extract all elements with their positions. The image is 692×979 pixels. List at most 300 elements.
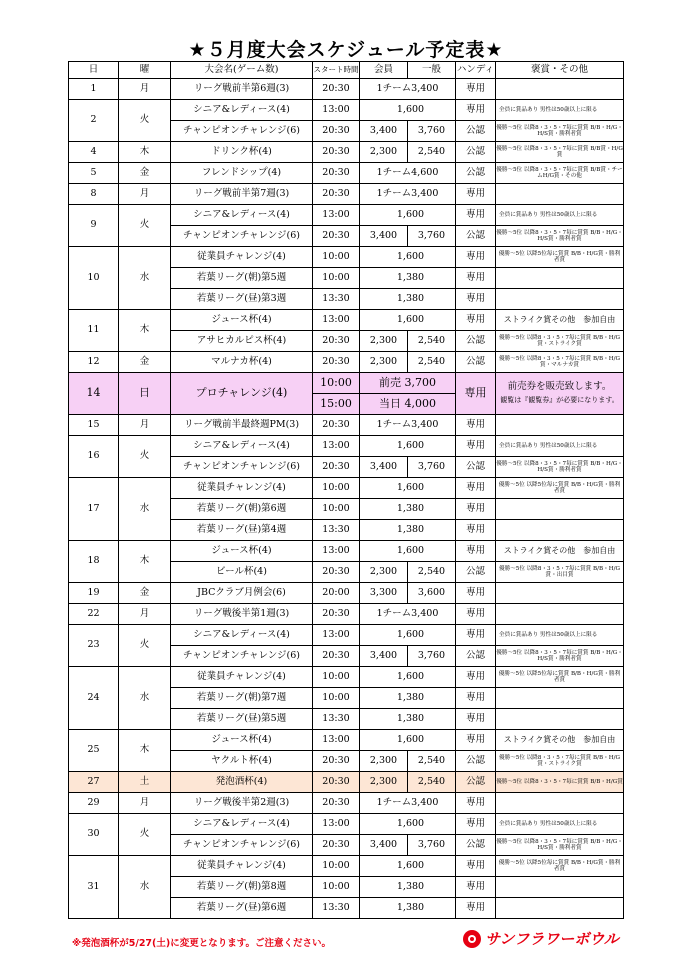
prize-cell [496,520,624,541]
start-time: 10:00 [313,856,360,877]
table-row [69,625,624,646]
weekday-cell: 木 [119,142,171,163]
event-name: 従業員チャレンジ(4) [171,667,313,688]
event-name: JBCクラブ月例会(6) [171,583,313,604]
weekday-cell: 金 [119,163,171,184]
handicap-cell: 専用 [456,667,496,688]
event-name: シニア&レディース(4) [171,100,313,121]
start-time: 10:00 [313,247,360,268]
start-time: 20:30 [313,121,360,142]
fee-cell: 当日 4,000 [360,394,456,415]
fee-value: 1,380 [396,691,425,703]
weekday-cell: 火 [119,625,171,667]
fee-cell [360,478,456,499]
fee-cell [360,730,456,751]
event-name: リーグ戦後半第1週(3) [171,604,313,625]
prize-cell: ストライク賞その他 参加自由 [496,730,624,751]
prize-cell: 優勝～5位 以降8・3・5・7毎に賞賞 B/B・H/G賞 [496,772,624,793]
weekday-cell: 水 [119,667,171,730]
fee-value: 1,380 [396,271,425,283]
prize-cell: 優勝～5位 以降8・3・5・7毎に賞賞 B/B・H/G・H/S賞・勝利者賞 [496,835,624,856]
general-fee: 3,760 [408,457,456,478]
prize-cell: 優勝～5位 以降8・3・5・7毎に賞賞 B/B・H/G賞・出目賞 [496,562,624,583]
day-cell: 31 [69,856,119,919]
fee-cell [360,793,456,814]
handicap-cell: 専用 [456,478,496,499]
table-row [69,583,624,604]
table-row [69,310,624,331]
fee-value: 1チーム3,400 [376,796,439,808]
day-cell: 9 [69,205,119,247]
start-time: 20:00 [313,583,360,604]
prize-cell: 全員に賞品あり 男性は50歳以上に限る [496,436,624,457]
schedule-table [68,61,624,919]
fee-value: 1,600 [396,250,425,262]
prize-cell [496,79,624,100]
prize-cell [496,499,624,520]
prize-cell: ストライク賞その他 参加自由 [496,541,624,562]
prize-cell [496,877,624,898]
start-time: 13:30 [313,520,360,541]
fee-value: 1,600 [396,439,425,451]
table-row [69,478,624,499]
prize-cell: 全員に賞品あり 男性は50歳以上に限る [496,100,624,121]
prize-cell: 優勝～5位 以降8・3・5・7毎に賞賞 B/B賞・チームH/G賞・その他 [496,163,624,184]
table-row [69,142,624,163]
start-time: 20:30 [313,793,360,814]
day-cell: 16 [69,436,119,478]
event-name: チャンピオンチャレンジ(6) [171,457,313,478]
handicap-cell: 公認 [456,751,496,772]
fee-value: 1チーム3,400 [376,607,439,619]
weekday-cell: 月 [119,415,171,436]
day-cell: 5 [69,163,119,184]
handicap-cell: 専用 [456,709,496,730]
handicap-cell: 専用 [456,310,496,331]
start-time: 20:30 [313,184,360,205]
fee-cell [360,625,456,646]
fee-cell [360,541,456,562]
start-time: 13:30 [313,709,360,730]
fee-value: 1,600 [396,103,425,115]
prize-cell: 優勝～5位 以降5位毎に賞賞 B/B・H/G賞・勝利者賞 [496,478,624,499]
weekday-cell: 水 [119,856,171,919]
table-row [69,436,624,457]
start-time: 20:30 [313,415,360,436]
general-fee: 3,600 [408,583,456,604]
fee-cell [360,415,456,436]
fee-cell [360,289,456,310]
fee-value: 1,600 [396,544,425,556]
table-row [69,730,624,751]
fee-value: 1,600 [396,733,425,745]
event-name: フレンドシップ(4) [171,163,313,184]
prize-line: 観覧は『観覧券』が必要になります。 [500,395,619,404]
header-prize: 褒賞・その他 [496,62,624,79]
event-name: チャンピオンチャレンジ(6) [171,646,313,667]
weekday-cell: 火 [119,100,171,142]
start-time: 13:00 [313,541,360,562]
prize-cell: 優勝～5位 以降8・3・5・7毎に賞賞 B/B・H/G賞・ストライク賞 [496,751,624,772]
event-name: 若葉リーグ(昼)第4週 [171,520,313,541]
handicap-cell: 公認 [456,331,496,352]
fee-cell [360,499,456,520]
start-time: 20:30 [313,226,360,247]
day-cell: 24 [69,667,119,730]
handicap-cell: 専用 [456,877,496,898]
day-cell: 18 [69,541,119,583]
prize-cell [496,688,624,709]
general-fee: 2,540 [408,562,456,583]
handicap-cell: 専用 [456,184,496,205]
prize-cell [496,898,624,919]
table-row [69,856,624,877]
start-time: 10:00 [313,268,360,289]
start-time: 10:00 [313,478,360,499]
general-fee: 2,540 [408,331,456,352]
weekday-cell: 月 [119,793,171,814]
header-day: 日 [69,62,119,79]
start-time: 20:30 [313,352,360,373]
handicap-cell: 公認 [456,121,496,142]
start-time: 20:30 [313,562,360,583]
prize-cell: 全員に賞品あり 男性は50歳以上に限る [496,625,624,646]
handicap-cell: 公認 [456,226,496,247]
event-name: マルナカ杯(4) [171,352,313,373]
day-cell: 2 [69,100,119,142]
fee-value: 1チーム3,400 [376,187,439,199]
fee-cell [360,604,456,625]
fee-value: 1チーム3,400 [376,418,439,430]
event-name: 従業員チャレンジ(4) [171,478,313,499]
table-row [69,373,624,394]
day-cell: 19 [69,583,119,604]
start-time: 10:00 [313,688,360,709]
fee-value: 1,600 [396,817,425,829]
event-name: チャンピオンチャレンジ(6) [171,121,313,142]
fee-cell [360,184,456,205]
table-row [69,205,624,226]
table-row [69,667,624,688]
handicap-cell: 公認 [456,163,496,184]
event-name: 発泡酒杯(4) [171,772,313,793]
event-name: ジュース杯(4) [171,310,313,331]
event-name: チャンピオンチャレンジ(6) [171,835,313,856]
fee-value: 1,380 [396,880,425,892]
fee-value: 1,380 [396,502,425,514]
table-row [69,163,624,184]
start-time: 20:30 [313,457,360,478]
event-name: アサヒカルピス杯(4) [171,331,313,352]
weekday-cell: 木 [119,730,171,772]
start-time: 10:00 [313,499,360,520]
fee-cell [360,247,456,268]
member-fee: 3,400 [360,646,408,667]
handicap-cell: 専用 [456,604,496,625]
general-fee: 2,540 [408,751,456,772]
member-fee: 2,300 [360,331,408,352]
day-cell: 12 [69,352,119,373]
prize-cell [496,583,624,604]
day-cell: 25 [69,730,119,772]
fee-cell [360,436,456,457]
general-fee: 2,540 [408,142,456,163]
start-time: 13:00 [313,205,360,226]
table-row [69,793,624,814]
handicap-cell: 公認 [456,142,496,163]
fee-cell [360,520,456,541]
weekday-cell: 木 [119,310,171,352]
header-start: スタート時間 [313,62,360,79]
weekday-cell: 水 [119,478,171,541]
prize-cell: 優勝～5位 以降8・3・5・7毎に賞賞 B/B・H/G賞・マルナカ賞 [496,352,624,373]
handicap-cell: 専用 [456,520,496,541]
header-row [69,62,624,79]
start-time: 13:00 [313,100,360,121]
table-row [69,100,624,121]
header-member: 会員 [360,62,408,79]
general-fee: 2,540 [408,352,456,373]
start-time: 20:30 [313,835,360,856]
header-weekday: 曜 [119,62,171,79]
start-time: 20:30 [313,79,360,100]
start-time: 13:00 [313,625,360,646]
start-time: 13:00 [313,814,360,835]
member-fee: 3,400 [360,835,408,856]
fee-cell [360,163,456,184]
sunflower-icon [462,929,482,949]
prize-cell [496,184,624,205]
prize-cell: 優勝～5位 以降5位毎に賞賞 B/B・H/G賞・勝利者賞 [496,856,624,877]
handicap-cell: 専用 [456,814,496,835]
fee-value: 1,600 [396,859,425,871]
weekday-cell: 火 [119,436,171,478]
day-cell: 30 [69,814,119,856]
fee-value: 1チーム3,400 [376,82,439,94]
start-time: 13:00 [313,436,360,457]
member-fee: 3,300 [360,583,408,604]
prize-cell: 優勝～5位 以降8・3・5・7毎に賞賞 B/B・H/G・H/S賞・勝利者賞 [496,226,624,247]
logo-text: サンフラワーボウル [485,930,619,948]
fee-cell [360,268,456,289]
fee-cell: 前売 3,700 [360,373,456,394]
day-cell: 15 [69,415,119,436]
member-fee: 2,300 [360,352,408,373]
handicap-cell: 専用 [456,415,496,436]
start-time: 10:00 [313,373,360,394]
prize-cell: 優勝～5位 以降8・3・5・7毎に賞賞 B/B・H/G・H/S賞・勝利者賞 [496,457,624,478]
handicap-cell: 公認 [456,562,496,583]
table-row [69,79,624,100]
prize-cell [496,604,624,625]
fee-cell [360,709,456,730]
event-name: シニア&レディース(4) [171,625,313,646]
fee-cell [360,79,456,100]
prize-cell [496,415,624,436]
table-row [69,247,624,268]
day-cell: 14 [69,373,119,415]
weekday-cell: 月 [119,184,171,205]
event-name: 従業員チャレンジ(4) [171,856,313,877]
handicap-cell: 専用 [456,100,496,121]
prize-cell [496,709,624,730]
general-fee: 3,760 [408,121,456,142]
handicap-cell: 公認 [456,835,496,856]
prize-cell: 優勝～5位 以降8・3・5・7毎に賞賞 B/B賞・H/G賞 [496,142,624,163]
day-cell: 23 [69,625,119,667]
handicap-cell: 専用 [456,898,496,919]
weekday-cell: 火 [119,205,171,247]
event-name: リーグ戦前半最終週PM(3) [171,415,313,436]
prize-cell [496,373,624,415]
event-name: チャンピオンチャレンジ(6) [171,226,313,247]
handicap-cell: 専用 [456,436,496,457]
footnote: ※発泡酒杯が5/27(土)に変更となります。ご注意ください。 [72,938,331,949]
fee-value: 1,600 [396,628,425,640]
member-fee: 2,300 [360,142,408,163]
weekday-cell: 金 [119,583,171,604]
weekday-cell: 月 [119,604,171,625]
prize-cell: 全員に賞品あり 男性は50歳以上に限る [496,205,624,226]
day-cell: 29 [69,793,119,814]
handicap-cell: 専用 [456,793,496,814]
day-cell: 10 [69,247,119,310]
start-time: 20:30 [313,163,360,184]
member-fee: 3,400 [360,226,408,247]
day-cell: 22 [69,604,119,625]
start-time: 13:00 [313,310,360,331]
handicap-cell: 専用 [456,247,496,268]
fee-cell [360,856,456,877]
weekday-cell: 土 [119,772,171,793]
day-cell: 4 [69,142,119,163]
event-name: リーグ戦前半第6週(3) [171,79,313,100]
day-cell: 11 [69,310,119,352]
handicap-cell: 専用 [456,856,496,877]
general-fee: 3,760 [408,226,456,247]
event-name: シニア&レディース(4) [171,205,313,226]
event-name: 若葉リーグ(昼)第5週 [171,709,313,730]
fee-value: 1,600 [396,670,425,682]
weekday-cell: 火 [119,814,171,856]
prize-cell: 全員に賞品あり 男性は50歳以上に限る [496,814,624,835]
handicap-cell: 専用 [456,688,496,709]
prize-line: 前売券を販売致します。 [507,381,612,393]
day-cell: 8 [69,184,119,205]
prize-cell [496,793,624,814]
member-fee: 2,300 [360,751,408,772]
fee-value: 1,380 [396,292,425,304]
event-name: シニア&レディース(4) [171,814,313,835]
handicap-cell: 専用 [456,625,496,646]
fee-value: 1,380 [396,901,425,913]
table-row [69,541,624,562]
member-fee: 2,300 [360,772,408,793]
event-name: 若葉リーグ(昼)第3週 [171,289,313,310]
handicap-cell: 公認 [456,352,496,373]
prize-cell [496,289,624,310]
fee-cell [360,814,456,835]
fee-cell [360,667,456,688]
handicap-cell: 専用 [456,205,496,226]
member-fee: 3,400 [360,457,408,478]
fee-value: 1,380 [396,712,425,724]
day-cell: 1 [69,79,119,100]
handicap-cell: 専用 [456,289,496,310]
event-name: ヤクルト杯(4) [171,751,313,772]
fee-value: 1,380 [396,523,425,535]
schedule-body [69,79,624,919]
start-time: 20:30 [313,772,360,793]
day-cell: 27 [69,772,119,793]
event-name: 若葉リーグ(朝)第6週 [171,499,313,520]
general-fee: 3,760 [408,646,456,667]
start-time: 13:30 [313,898,360,919]
start-time: 13:30 [313,289,360,310]
event-name: 若葉リーグ(昼)第6週 [171,898,313,919]
handicap-cell: 専用 [456,268,496,289]
start-time: 20:30 [313,331,360,352]
general-fee: 3,760 [408,835,456,856]
event-name: 従業員チャレンジ(4) [171,247,313,268]
fee-cell [360,310,456,331]
start-time: 13:00 [313,730,360,751]
prize-cell [496,268,624,289]
handicap-cell: 公認 [456,646,496,667]
handicap-cell: 専用 [456,499,496,520]
table-row [69,352,624,373]
weekday-cell: 水 [119,247,171,310]
event-name: ドリンク杯(4) [171,142,313,163]
start-time: 10:00 [313,667,360,688]
table-row [69,814,624,835]
fee-value: 1,600 [396,313,425,325]
fee-cell [360,898,456,919]
event-name: プロチャレンジ(4) [171,373,313,415]
weekday-cell: 金 [119,352,171,373]
start-time: 20:30 [313,142,360,163]
event-name: リーグ戦前半第7週(3) [171,184,313,205]
header-handicap: ハンディ [456,62,496,79]
handicap-cell: 専用 [456,583,496,604]
handicap-cell: 専用 [456,730,496,751]
weekday-cell: 月 [119,79,171,100]
event-name: リーグ戦後半第2週(3) [171,793,313,814]
fee-cell [360,877,456,898]
handicap-cell: 専用 [456,373,496,415]
handicap-cell: 公認 [456,772,496,793]
prize-cell: 優勝～5位 以降8・3・5・7毎に賞賞 B/B・H/G賞・ストライク賞 [496,331,624,352]
table-row [69,604,624,625]
prize-cell: 優勝～5位 以降5位毎に賞賞 B/B・H/G賞・勝利者賞 [496,247,624,268]
table-row [69,415,624,436]
weekday-cell: 木 [119,541,171,583]
header-general: 一般 [408,62,456,79]
event-name: 若葉リーグ(朝)第8週 [171,877,313,898]
day-cell: 17 [69,478,119,541]
member-fee: 3,400 [360,121,408,142]
start-time: 20:30 [313,646,360,667]
fee-cell [360,100,456,121]
page-title: ★５月度大会スケジュール予定表★ [188,39,504,61]
table-row [69,772,624,793]
handicap-cell: 専用 [456,79,496,100]
table-row [69,184,624,205]
weekday-cell: 日 [119,373,171,415]
handicap-cell: 公認 [456,457,496,478]
start-time: 10:00 [313,877,360,898]
header-name: 大会名(ゲーム数) [171,62,313,79]
